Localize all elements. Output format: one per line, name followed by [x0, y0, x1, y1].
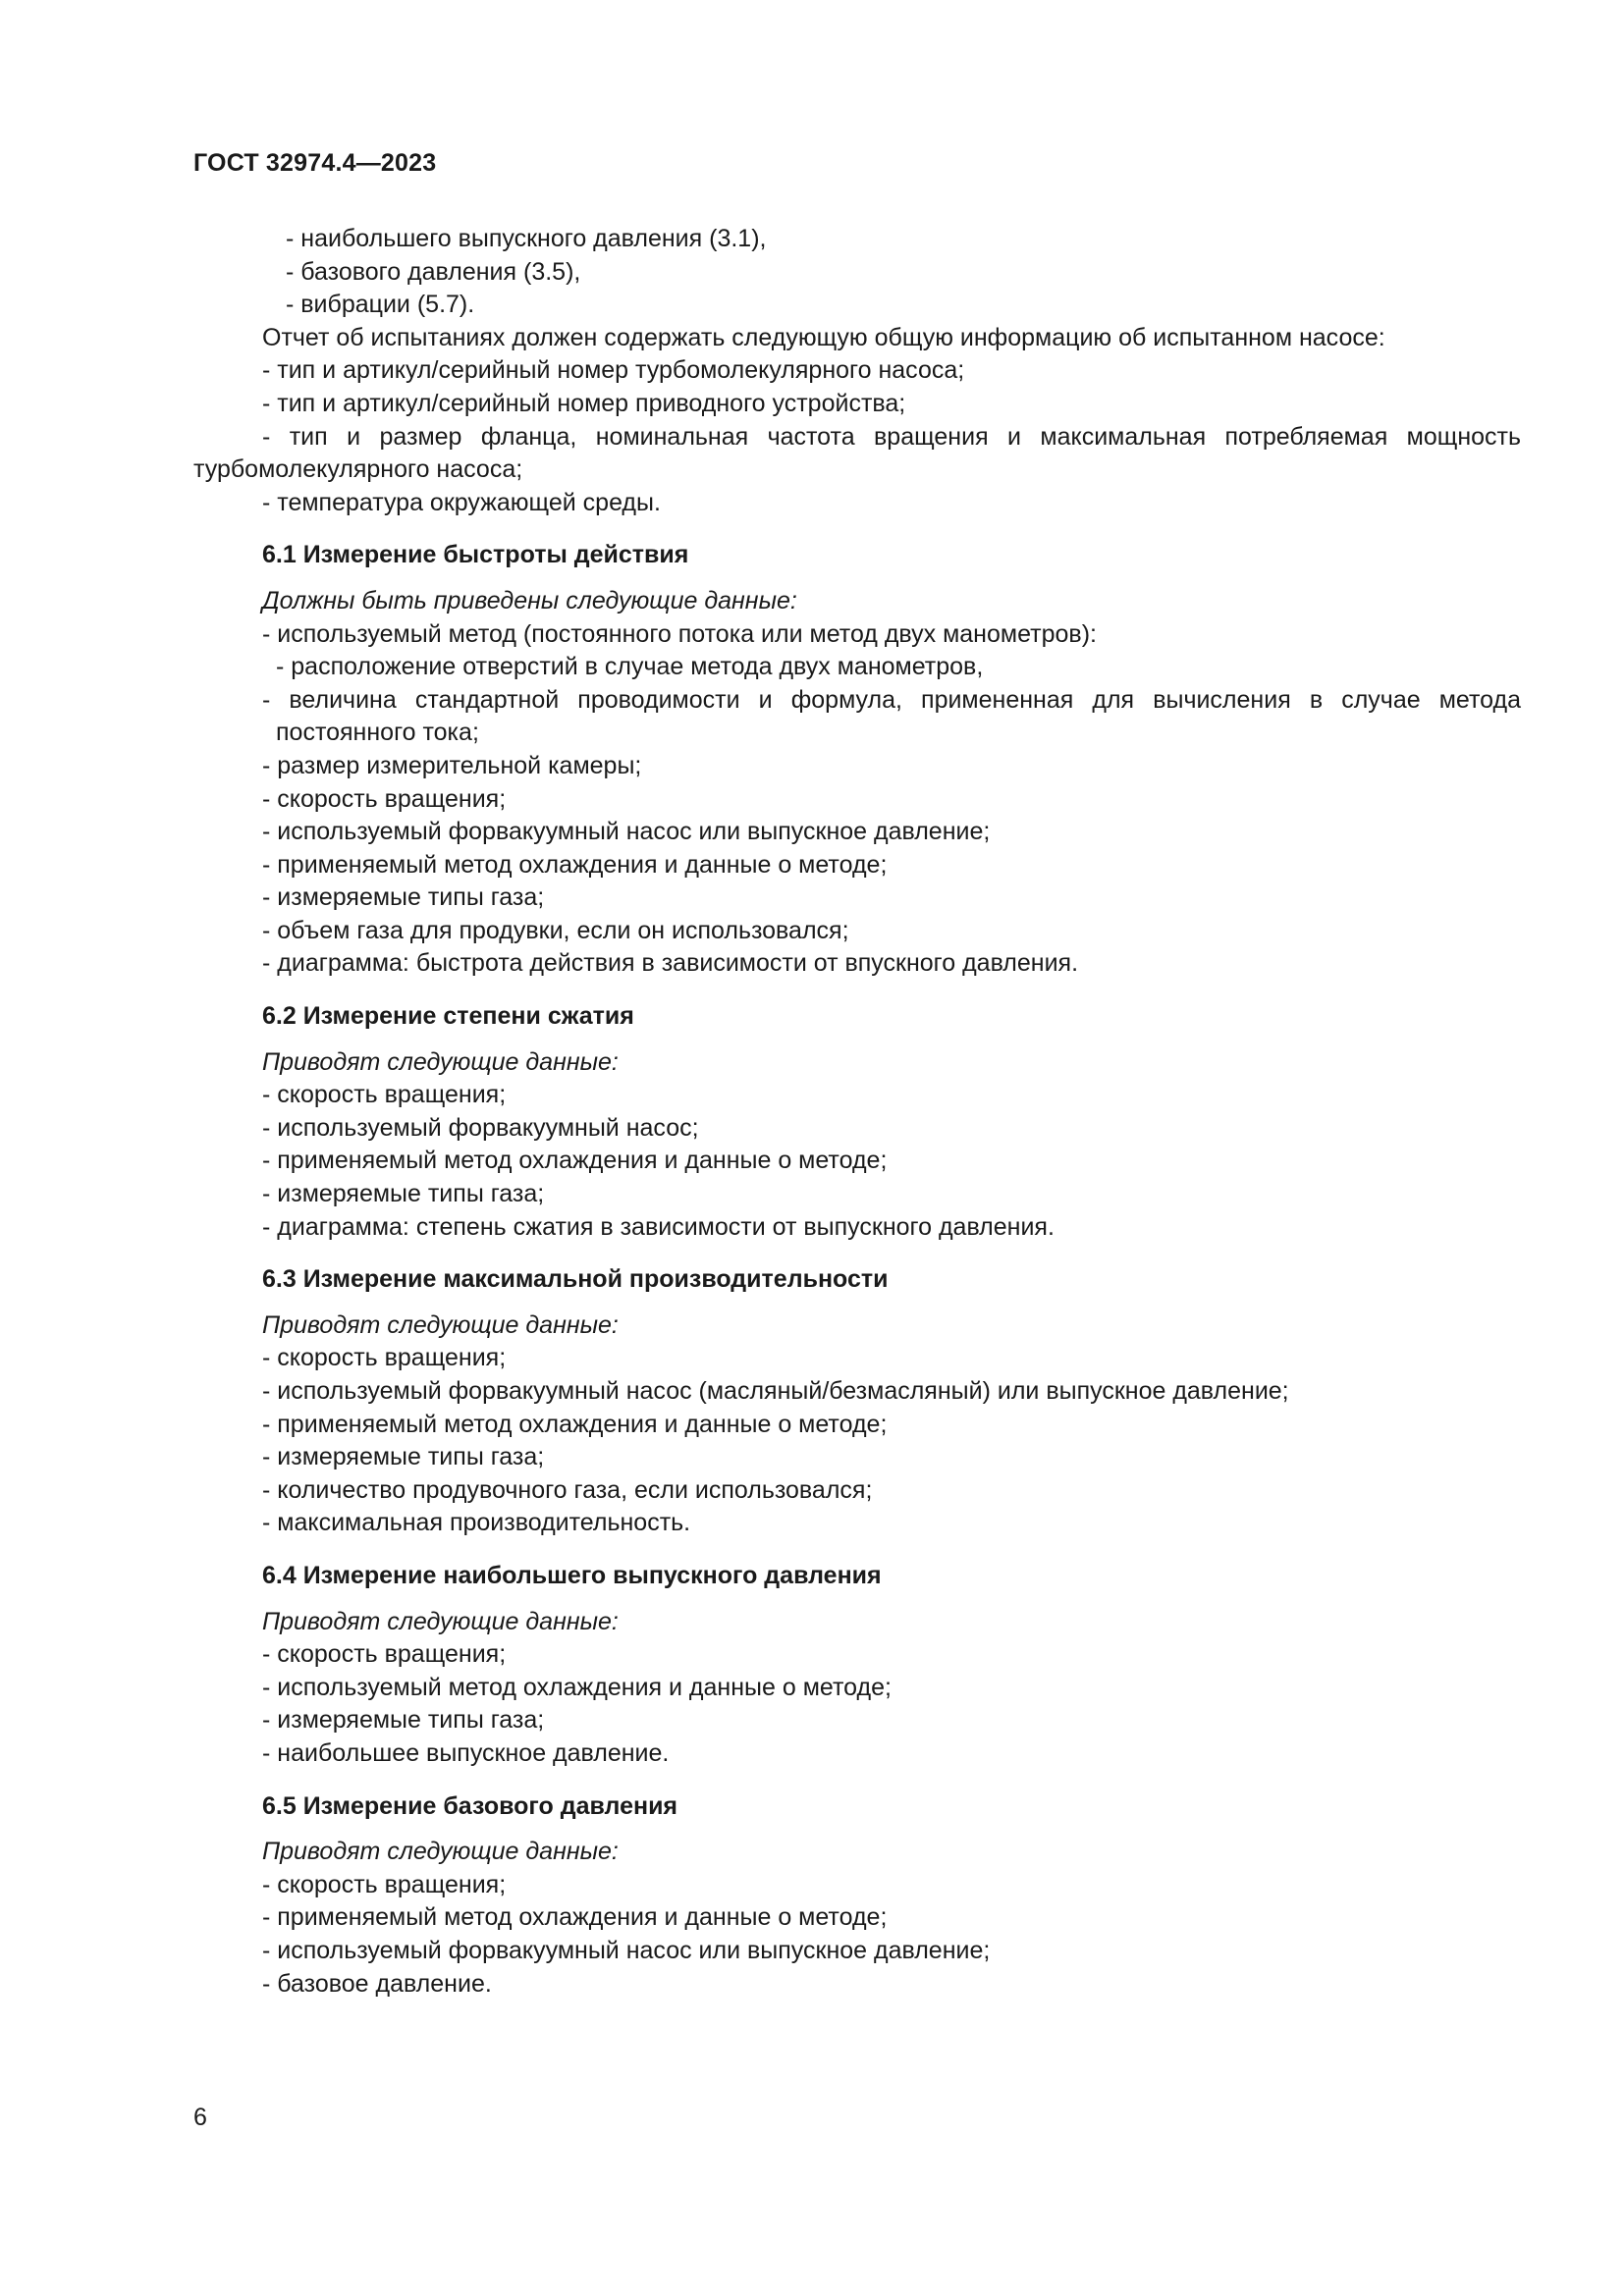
page-number: 6 — [193, 2104, 207, 2131]
paragraph: Отчет об испытаниях должен содержать следующую общую информацию об испытанном насосе: — [262, 323, 1385, 351]
list-item: - используемый форвакуумный насос или выпускное давление; — [262, 1936, 991, 1964]
list-item: - максимальная производительность. — [262, 1509, 691, 1537]
section-lead: Приводят следующие данные: — [262, 1838, 619, 1866]
list-item: - тип и артикул/серийный номер турбомолекулярного насоса; — [262, 356, 965, 385]
list-item: - наибольшее выпускное давление. — [262, 1738, 670, 1767]
list-item: - тип и размер фланца, номинальная частота вращения и максимальная потребляемая мощность турбомолекулярного насоса; — [193, 422, 1521, 484]
list-item: - измеряемые типы газа; — [262, 1180, 545, 1208]
list-item: - наибольшего выпускного давления (3.1), — [286, 225, 767, 252]
list-item: - объем газа для продувки, если он использовался; — [262, 916, 849, 944]
list-item: - вибрации (5.7). — [286, 291, 475, 319]
section-lead: Приводят следующие данные: — [262, 1047, 619, 1076]
sub-list-item: - расположение отверстий в случае метода двух манометров, — [276, 653, 984, 681]
list-item: - используемый форвакуумный насос (масляный/безмасляный) или выпускное давление; — [262, 1377, 1289, 1405]
list-item: - базового давления (3.5), — [286, 257, 581, 286]
list-item: - применяемый метод охлаждения и данные о методе; — [262, 1903, 888, 1932]
list-item: - температура окружающей среды. — [262, 488, 661, 516]
section-heading: 6.5 Измерение базового давления — [262, 1791, 678, 1820]
section-heading: 6.4 Измерение наибольшего выпускного давления — [262, 1561, 882, 1589]
list-item: - применяемый метод охлаждения и данные о методе; — [262, 1410, 888, 1438]
list-item: - скорость вращения; — [262, 1640, 507, 1669]
list-item: - используемый метод (постоянного потока или метод двух манометров): — [262, 619, 1097, 648]
list-item: - измеряемые типы газа; — [262, 883, 545, 912]
section-heading: 6.3 Измерение максимальной производительности — [262, 1265, 889, 1294]
list-item: - используемый форвакуумный насос; — [262, 1113, 699, 1142]
list-item: - тип и артикул/серийный номер приводного устройства; — [262, 389, 906, 417]
document-body — [193, 223, 1521, 2001]
sub-list-item: - величина стандартной проводимости и формула, примененная для вычисления в случае метода постоянного тока; — [262, 685, 1521, 747]
list-item: - диаграмма: быстрота действия в зависимости от впускного давления. — [262, 949, 1079, 978]
section-lead: Должны быть приведены следующие данные: — [262, 586, 797, 614]
section-lead: Приводят следующие данные: — [262, 1607, 619, 1635]
document-id-header: ГОСТ 32974.4—2023 — [193, 149, 437, 177]
section-heading: 6.1 Измерение быстроты действия — [262, 541, 689, 569]
list-item: - измеряемые типы газа; — [262, 1443, 545, 1471]
list-item: - используемый форвакуумный насос или выпускное давление; — [262, 818, 991, 846]
list-item: - используемый метод охлаждения и данные о методе; — [262, 1673, 892, 1701]
list-item: - количество продувочного газа, если использовался; — [262, 1475, 873, 1504]
list-item: - применяемый метод охлаждения и данные о методе; — [262, 850, 888, 879]
list-item: - применяемый метод охлаждения и данные о методе; — [262, 1147, 888, 1175]
section-heading: 6.2 Измерение степени сжатия — [262, 1002, 634, 1031]
section-lead: Приводят следующие данные: — [262, 1310, 619, 1339]
list-item: - скорость вращения; — [262, 1870, 507, 1898]
list-item: - размер измерительной камеры; — [262, 751, 642, 779]
list-item: - базовое давление. — [262, 1969, 492, 1998]
list-item: - скорость вращения; — [262, 784, 507, 813]
list-item: - скорость вращения; — [262, 1344, 507, 1372]
list-item: - измеряемые типы газа; — [262, 1706, 545, 1735]
list-item: - диаграмма: степень сжатия в зависимости от выпускного давления. — [262, 1212, 1055, 1241]
list-item: - скорость вращения; — [262, 1081, 507, 1109]
